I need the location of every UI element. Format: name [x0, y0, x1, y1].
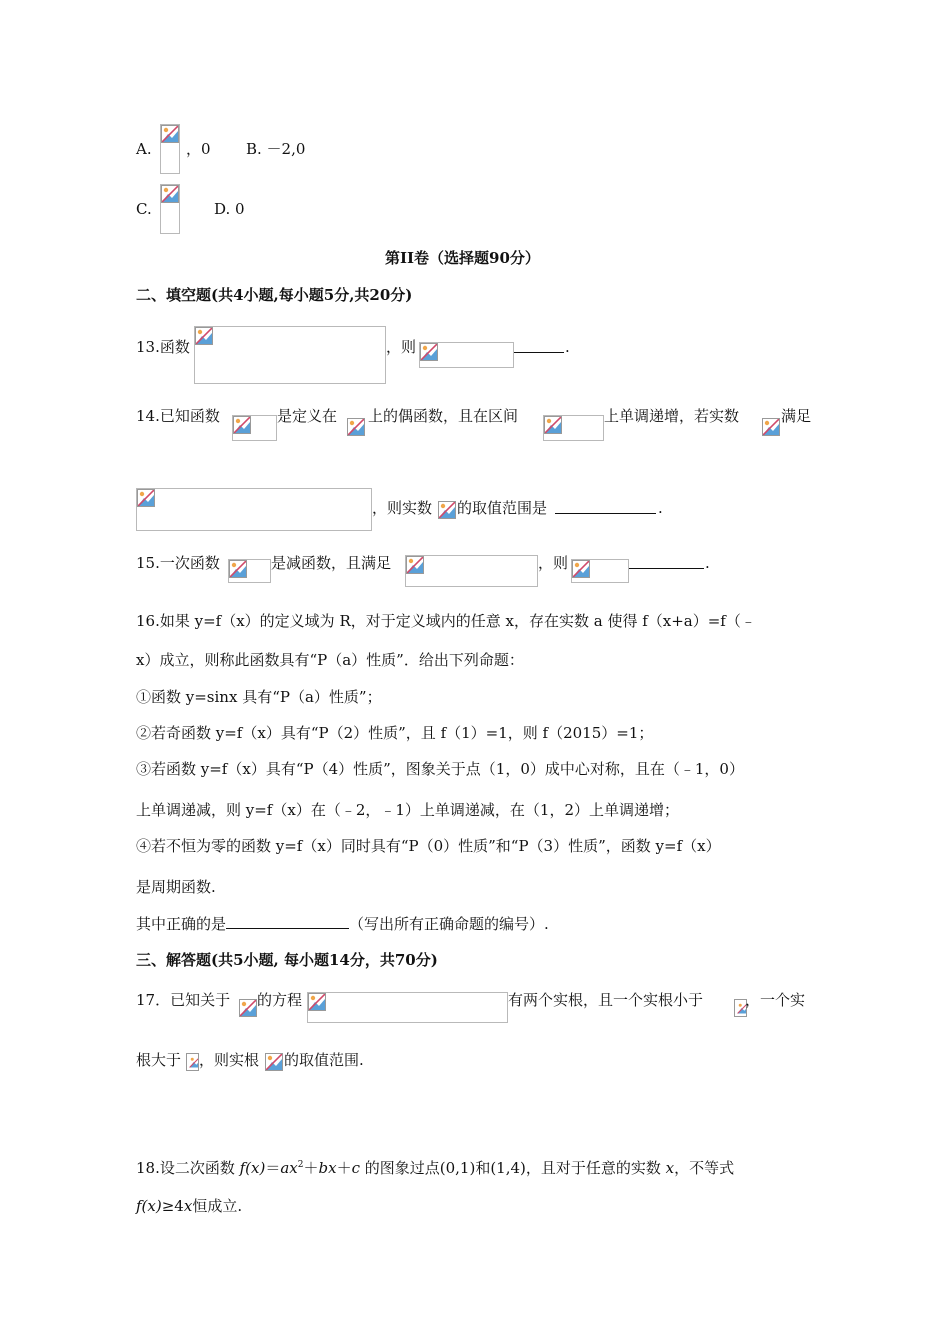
q18-rest: 的图象过点(0,1)和(1,4)，且对于任意的实数: [360, 1159, 666, 1177]
q15-text-1: 是减函数，且满足: [271, 554, 392, 572]
q16-answer-line: [226, 913, 349, 929]
broken-image-icon: [438, 501, 456, 519]
broken-image-icon: [347, 418, 365, 436]
q14-text-5: ，则实数: [372, 499, 433, 517]
q16-answer-prefix: 其中正确的是: [136, 915, 227, 933]
q18-plus-1: ＋: [303, 1159, 319, 1177]
q18-fx-2: f(x): [136, 1197, 162, 1215]
q15-end: .: [705, 554, 710, 572]
q14-text-6: 的取值范围是: [457, 499, 548, 517]
q15-answer-line: [629, 553, 704, 574]
broken-image-icon: [572, 560, 590, 578]
broken-image-icon: [239, 999, 257, 1017]
image-frame: [405, 555, 538, 587]
q18-line-1: [136, 1155, 734, 1178]
q14-prefix: 14.已知函数: [136, 407, 220, 425]
q18-bx: bx: [318, 1159, 337, 1177]
q16-item-2: ②若奇函数 y=f（x）具有“P（2）性质”，且 f（1）=1，则 f（2015）=1；: [136, 724, 654, 742]
q18-ax: ax: [280, 1159, 298, 1177]
q16-item-4a: ④若不恒为零的函数 y=f（x）同时具有“P（0）性质”和“P（3）性质”，函数 y=f（x）: [136, 837, 721, 855]
q16-answer-suffix: （写出所有正确命题的编号）.: [349, 915, 549, 933]
broken-image-icon: [308, 993, 326, 1011]
section-heading: 三、解答题(共5小题, 每小题14分，共70分): [136, 951, 438, 969]
image-frame: [307, 992, 508, 1023]
q16-answer: [136, 913, 549, 934]
q14-end: .: [658, 499, 663, 517]
q16-item-1: ①函数 y=sinx 具有“P（a）性质”；: [136, 688, 382, 706]
q18-square: 2: [297, 1160, 304, 1170]
broken-image-icon: [186, 1053, 199, 1071]
q16-line-2: x）成立，则称此函数具有“P（a）性质”．给出下列命题：: [136, 651, 524, 669]
broken-image-icon: [161, 185, 179, 203]
q16-item-4b: 是周期函数.: [136, 878, 216, 896]
volume-title: 第II卷（选择题90分）: [385, 249, 540, 267]
broken-image-icon: [195, 327, 213, 345]
broken-image-icon: [420, 343, 438, 361]
q18-tail: ，不等式: [674, 1159, 735, 1177]
broken-image-icon: [233, 416, 251, 434]
q17-text-6: 的取值范围.: [284, 1051, 364, 1069]
q18-c: c: [351, 1159, 360, 1177]
q16-item-3a: ③若函数 y=f（x）具有“P（4）性质”，图象关于点（1，0）成中心对称，且在（﹣1，0）: [136, 760, 744, 778]
option-d-text: D. 0: [214, 200, 245, 218]
q14-text-2: 上的偶函数，且在区间: [368, 407, 519, 425]
q14-answer-line: [555, 498, 656, 519]
broken-image-icon: [265, 1053, 283, 1071]
option-a-label: A.: [136, 140, 152, 158]
broken-image-icon: [406, 556, 424, 574]
q15-prefix: 15.一次函数: [136, 554, 220, 572]
q18-line-2: [136, 1196, 242, 1216]
q15-text-2: ，则: [538, 554, 569, 572]
q13-mid: ，则: [386, 338, 417, 356]
q18-prefix: 18.设二次函数: [136, 1159, 240, 1177]
q13-end: .: [565, 338, 570, 356]
option-c-label: C.: [136, 200, 152, 218]
q14-text-1: 是定义在: [277, 407, 338, 425]
broken-image-icon: [762, 418, 780, 436]
q16-line-1: 16.如果 y=f（x）的定义域为 R，对于定义域内的任意 x，存在实数 a 使得 f（x+a）=f（﹣: [136, 612, 756, 630]
q14-text-3: 上单调递增，若实数: [604, 407, 740, 425]
q17-text-1: 的方程: [257, 991, 303, 1009]
q18-plus-2: ＋: [336, 1159, 352, 1177]
q16-item-3b: 上单调递减，则 y=f（x）在（﹣2，﹣1）上单调递减，在（1，2）上单调递增；: [136, 801, 679, 819]
q18-x: x: [665, 1159, 675, 1177]
image-frame: [194, 326, 386, 384]
broken-image-icon: [229, 560, 247, 578]
broken-image-icon: [137, 489, 155, 507]
q18-ineq: ≥4: [161, 1197, 184, 1215]
q18-eq: ＝: [265, 1159, 281, 1177]
q17-prefix: 17．已知关于: [136, 991, 231, 1009]
broken-image-icon: [161, 125, 179, 143]
q18-x-2: x: [183, 1197, 193, 1215]
option-b-text: B. －2,0: [246, 140, 306, 158]
broken-image-icon: [544, 416, 562, 434]
section-heading: 二、填空题(共4小题,每小题5分,共20分): [136, 286, 413, 304]
q17-text-2: 有两个实根，且一个实根小于: [508, 991, 704, 1009]
q13-prefix: 13.函数: [136, 338, 190, 356]
q18-end: 恒成立.: [192, 1197, 243, 1215]
image-frame: [136, 488, 372, 531]
option-a-text: ，0: [186, 140, 211, 158]
q17-text-5: ，则实根: [199, 1051, 260, 1069]
q17-text-3: ，一个实: [745, 991, 806, 1009]
q14-text-4: 满足: [781, 407, 812, 425]
q13-answer-line: [514, 337, 564, 358]
q17-text-4: 根大于: [136, 1051, 182, 1069]
q18-fx: f(x): [239, 1159, 266, 1177]
